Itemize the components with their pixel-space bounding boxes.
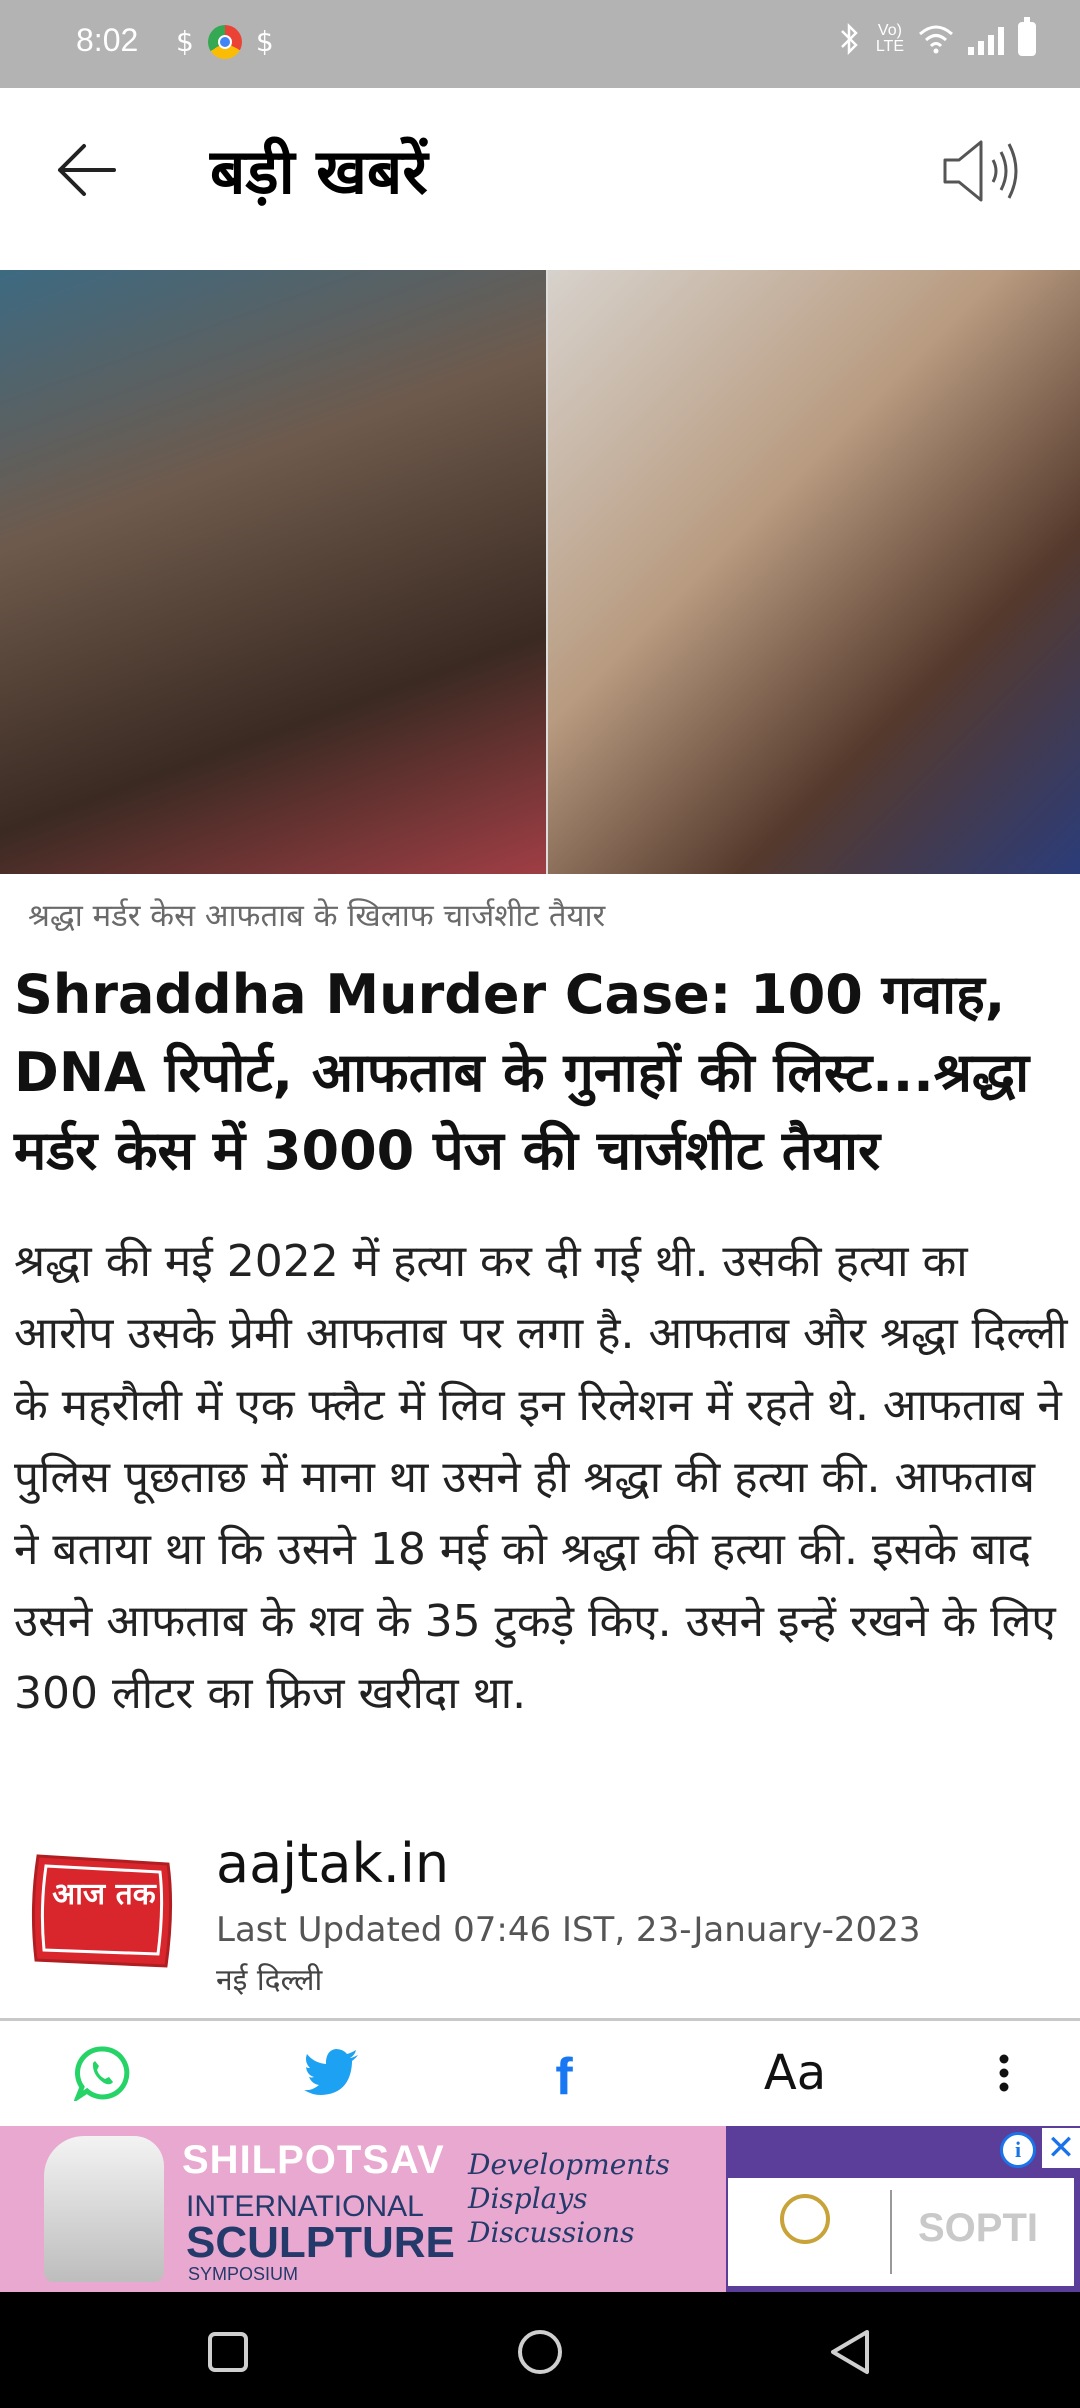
whatsapp-share-button[interactable] bbox=[62, 2022, 142, 2124]
ad-tagline bbox=[468, 2148, 670, 2250]
share-bar bbox=[0, 2022, 1080, 2124]
divider bbox=[0, 2018, 1080, 2021]
system-nav-bar bbox=[0, 2292, 1080, 2408]
volte-label: Vo) bbox=[877, 22, 902, 39]
last-updated: Last Updated 07:46 IST, 23-January-2023 bbox=[216, 1910, 921, 1950]
sim-s-icon: $ bbox=[255, 25, 274, 58]
ad-sponsor: SOPTI bbox=[918, 2206, 1039, 2250]
signal-icon bbox=[968, 23, 1004, 55]
more-options-button[interactable] bbox=[978, 2022, 1030, 2124]
facebook-share-button[interactable] bbox=[524, 2022, 604, 2124]
sculpture-image bbox=[44, 2136, 164, 2282]
photo-man bbox=[0, 270, 548, 874]
source-name[interactable]: aajtak.in bbox=[216, 1832, 450, 1895]
ad-banner[interactable] bbox=[0, 2126, 1080, 2292]
facebook-icon: f bbox=[555, 2048, 573, 2106]
ad-info-icon[interactable]: i bbox=[1000, 2132, 1036, 2168]
ad-line2: SCULPTURE bbox=[186, 2218, 455, 2267]
ad-line3: SYMPOSIUM bbox=[188, 2264, 299, 2284]
lte-label: LTE bbox=[875, 38, 904, 55]
back-nav-button[interactable] bbox=[810, 2312, 890, 2392]
home-icon bbox=[515, 2327, 565, 2377]
status-left-icons bbox=[176, 22, 274, 62]
dateline-location: नई दिल्ली bbox=[216, 1963, 323, 1998]
ad-vertical-divider bbox=[890, 2190, 892, 2274]
app-bar bbox=[0, 88, 1080, 268]
ad-brand: SHILPOTSAV bbox=[182, 2138, 445, 2182]
image-caption: श्रद्धा मर्डर केस आफताब के खिलाफ चार्जशीट तैयार bbox=[28, 898, 606, 934]
ad-close-icon[interactable]: ✕ bbox=[1042, 2128, 1080, 2168]
logo-text: आज तक bbox=[52, 1877, 156, 1912]
back-button[interactable] bbox=[46, 130, 126, 210]
font-size-button[interactable] bbox=[750, 2022, 840, 2124]
speaker-icon bbox=[941, 136, 1027, 206]
twitter-icon bbox=[304, 2049, 360, 2097]
home-button[interactable] bbox=[500, 2312, 580, 2392]
ad-tagline-2: Displays bbox=[468, 2182, 588, 2215]
battery-icon bbox=[1018, 22, 1036, 56]
article-body: श्रद्धा की मई 2022 में हत्या कर दी गई थी. उसकी हत्या का आरोप उसके प्रेमी आफताब पर लगा है. आफताब और श्रद्धा दिल्ली के महरौली में एक फ्लैट में लिव इन रिलेशन में रहते थे. आफताब ने पुलिस पूछताछ में माना था उसने ही श्रद्धा की हत्या की. आफताब ने बताया था कि उसने 18 मई को श्रद्धा की हत्या की. इसके बाद उसने आफताब के शव के 35 टुकड़े किए. उसने इन्हें रखने के लिए 300 लीटर का फ्रिज खरीदा था. bbox=[14, 1236, 1068, 1719]
recents-icon bbox=[207, 2331, 249, 2373]
status-right-icons bbox=[838, 22, 1036, 56]
more-vert-icon bbox=[998, 2053, 1010, 2093]
page-title: बड़ी खबरें bbox=[210, 135, 428, 208]
sponsor-emblem-icon bbox=[780, 2194, 830, 2244]
status-bar bbox=[0, 0, 1080, 88]
font-size-icon: Aa bbox=[763, 2045, 827, 2101]
wifi-icon bbox=[918, 24, 954, 54]
article-headline: Shraddha Murder Case: 100 गवाह, DNA रिपोर्ट, आफताब के गुनाहों की लिस्ट...श्रद्धा मर्डर केस में 3000 पेज की चार्जशीट तैयार bbox=[14, 963, 1030, 1182]
ad-tagline-1: Developments bbox=[468, 2148, 670, 2181]
volte-icon bbox=[876, 23, 904, 55]
twitter-share-button[interactable] bbox=[292, 2022, 372, 2124]
aajtak-logo[interactable] bbox=[28, 1848, 178, 1974]
bluetooth-icon bbox=[838, 22, 862, 56]
ad-tagline-3: Discussions bbox=[468, 2216, 635, 2249]
sim-s-icon: $ bbox=[176, 25, 194, 58]
recents-button[interactable] bbox=[188, 2312, 268, 2392]
chrome-icon bbox=[208, 25, 242, 59]
ad-line1: INTERNATIONAL bbox=[186, 2190, 424, 2223]
article-image[interactable] bbox=[0, 270, 1080, 874]
back-triangle-icon bbox=[827, 2328, 873, 2376]
photo-woman bbox=[548, 270, 1080, 874]
status-time: 8:02 bbox=[76, 22, 139, 58]
whatsapp-icon bbox=[74, 2045, 130, 2101]
read-aloud-button[interactable] bbox=[934, 126, 1034, 216]
arrow-left-icon bbox=[54, 142, 118, 198]
